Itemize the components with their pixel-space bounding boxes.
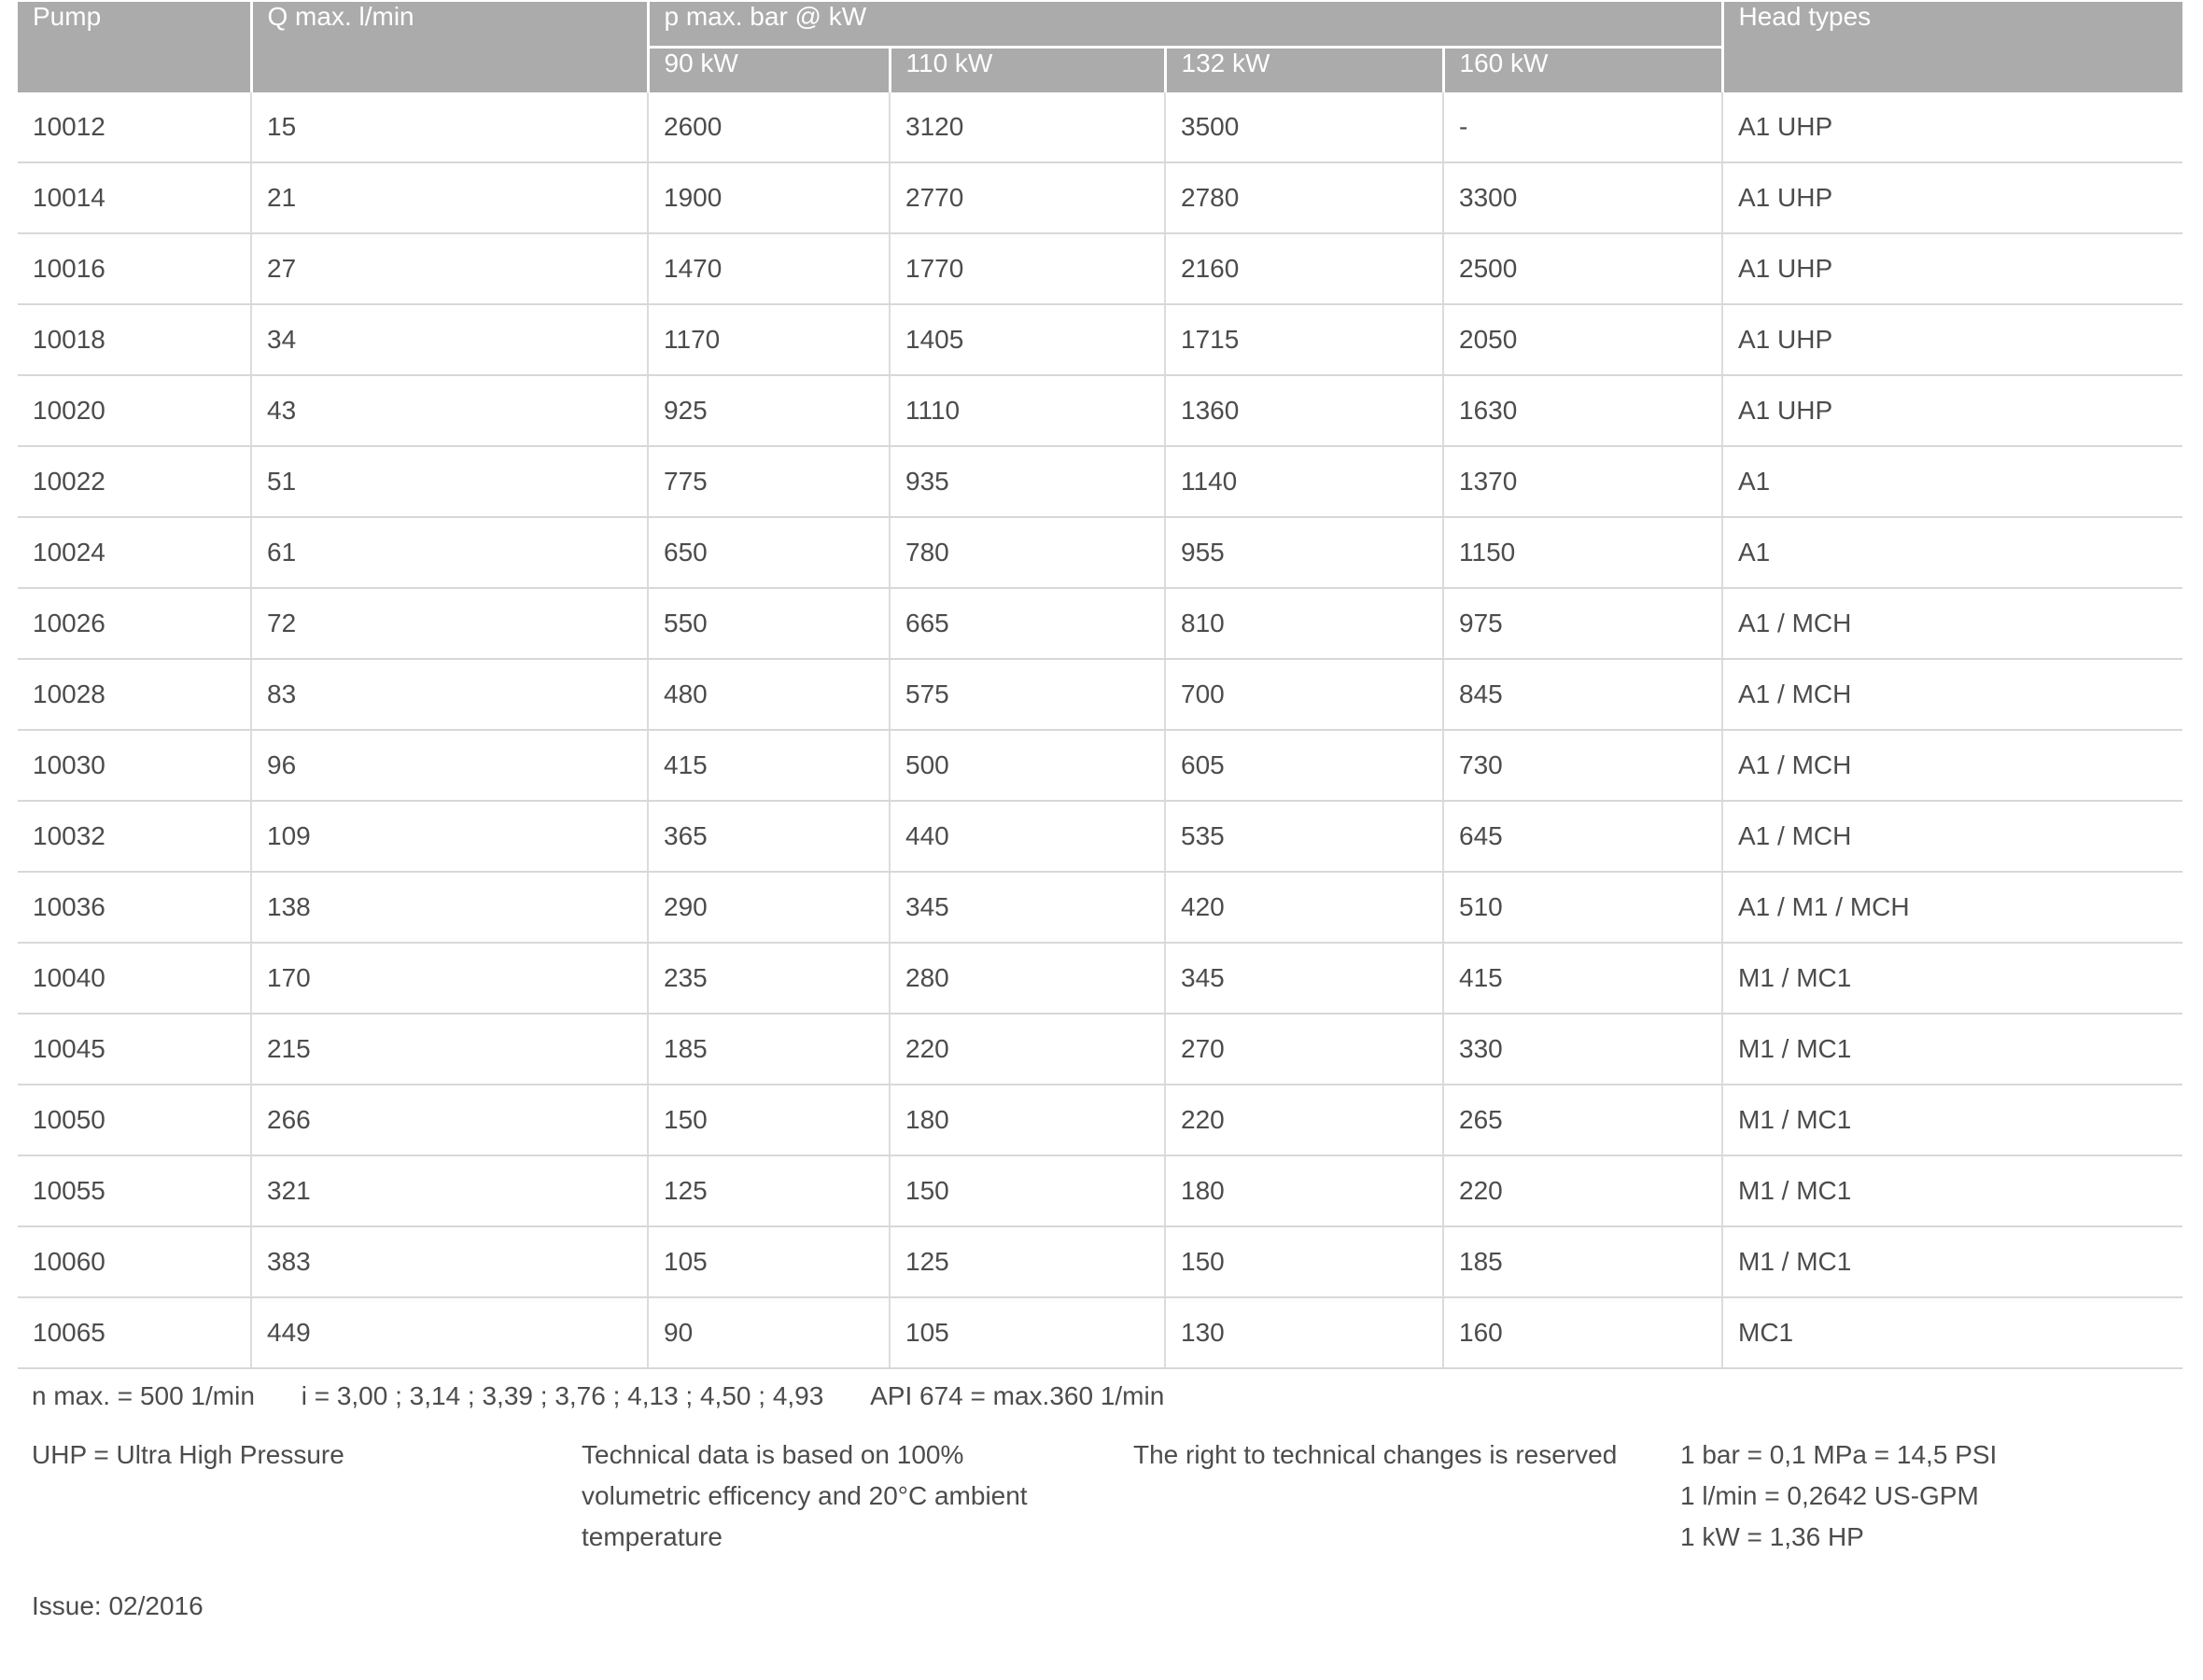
footer-uhp-note: UHP = Ultra High Pressure <box>32 1440 344 1469</box>
cell-p110: 935 <box>890 446 1165 517</box>
cell-q: 51 <box>251 446 648 517</box>
cell-p160: 265 <box>1443 1085 1722 1155</box>
pump-spec-table <box>18 2 2182 1369</box>
cell-p160: 1630 <box>1443 375 1722 446</box>
table-row <box>18 872 2182 943</box>
conversion-line: 1 bar = 0,1 MPa = 14,5 PSI <box>1680 1440 1998 1469</box>
cell-pump: 10014 <box>18 162 251 233</box>
datasheet-page <box>0 2 2203 1680</box>
cell-p90: 185 <box>648 1014 890 1085</box>
cell-p90: 125 <box>648 1155 890 1226</box>
table-row <box>18 943 2182 1014</box>
cell-q: 138 <box>251 872 648 943</box>
cell-p110: 220 <box>890 1014 1165 1085</box>
cell-pump: 10040 <box>18 943 251 1014</box>
cell-p132: 1140 <box>1165 446 1443 517</box>
cell-p110: 440 <box>890 801 1165 872</box>
cell-head: A1 / MCH <box>1722 588 2182 659</box>
cell-p160: 845 <box>1443 659 1722 730</box>
cell-pump: 10030 <box>18 730 251 801</box>
cell-p132: 2160 <box>1165 233 1443 304</box>
cell-p160: 645 <box>1443 801 1722 872</box>
cell-p110: 665 <box>890 588 1165 659</box>
table-row <box>18 1014 2182 1085</box>
cell-q: 83 <box>251 659 648 730</box>
cell-head: M1 / MC1 <box>1722 1226 2182 1297</box>
cell-p110: 150 <box>890 1155 1165 1226</box>
note-i-values: i = 3,00 ; 3,14 ; 3,39 ; 3,76 ; 4,13 ; 4,50 ; 4,93 <box>301 1381 824 1410</box>
table-row <box>18 233 2182 304</box>
cell-head: MC1 <box>1722 1297 2182 1368</box>
table-row <box>18 730 2182 801</box>
note-api: API 674 = max.360 1/min <box>870 1381 1165 1410</box>
cell-q: 72 <box>251 588 648 659</box>
cell-p132: 270 <box>1165 1014 1443 1085</box>
issue-line: Issue: 02/2016 <box>32 1591 203 1620</box>
table-row <box>18 801 2182 872</box>
cell-head: A1 UHP <box>1722 233 2182 304</box>
cell-p160: 1150 <box>1443 517 1722 588</box>
cell-p132: 955 <box>1165 517 1443 588</box>
cell-head: A1 / MCH <box>1722 801 2182 872</box>
cell-p90: 925 <box>648 375 890 446</box>
cell-p110: 500 <box>890 730 1165 801</box>
table-row <box>18 162 2182 233</box>
cell-p90: 105 <box>648 1226 890 1297</box>
table-header <box>18 2 2182 92</box>
cell-head: A1 <box>1722 446 2182 517</box>
cell-pump: 10036 <box>18 872 251 943</box>
cell-pump: 10024 <box>18 517 251 588</box>
cell-p132: 130 <box>1165 1297 1443 1368</box>
header-kw-160-kw: 160 kW <box>1443 48 1722 93</box>
table-row <box>18 588 2182 659</box>
header-q-max: Q max. l/min <box>251 2 648 92</box>
cell-q: 21 <box>251 162 648 233</box>
cell-pump: 10022 <box>18 446 251 517</box>
cell-p90: 1170 <box>648 304 890 375</box>
cell-pump: 10050 <box>18 1085 251 1155</box>
cell-p90: 290 <box>648 872 890 943</box>
cell-p160: 185 <box>1443 1226 1722 1297</box>
table-row <box>18 1085 2182 1155</box>
cell-p132: 810 <box>1165 588 1443 659</box>
cell-head: A1 UHP <box>1722 304 2182 375</box>
cell-p110: 1405 <box>890 304 1165 375</box>
cell-p132: 2780 <box>1165 162 1443 233</box>
cell-p110: 125 <box>890 1226 1165 1297</box>
cell-p132: 180 <box>1165 1155 1443 1226</box>
notes-line <box>32 1380 2203 1412</box>
cell-p90: 90 <box>648 1297 890 1368</box>
table-row <box>18 659 2182 730</box>
cell-p110: 1770 <box>890 233 1165 304</box>
cell-p160: 1370 <box>1443 446 1722 517</box>
cell-q: 215 <box>251 1014 648 1085</box>
cell-p160: 220 <box>1443 1155 1722 1226</box>
cell-p132: 1715 <box>1165 304 1443 375</box>
cell-pump: 10060 <box>18 1226 251 1297</box>
cell-p160: - <box>1443 92 1722 162</box>
cell-p110: 575 <box>890 659 1165 730</box>
table-body <box>18 92 2182 1368</box>
cell-p132: 220 <box>1165 1085 1443 1155</box>
cell-p110: 780 <box>890 517 1165 588</box>
header-kw-110-kw: 110 kW <box>890 48 1165 93</box>
cell-head: A1 / MCH <box>1722 730 2182 801</box>
cell-pump: 10020 <box>18 375 251 446</box>
cell-q: 321 <box>251 1155 648 1226</box>
table-row <box>18 92 2182 162</box>
cell-p160: 2500 <box>1443 233 1722 304</box>
cell-p132: 150 <box>1165 1226 1443 1297</box>
cell-head: M1 / MC1 <box>1722 1155 2182 1226</box>
cell-head: M1 / MC1 <box>1722 943 2182 1014</box>
cell-q: 383 <box>251 1226 648 1297</box>
cell-p90: 1900 <box>648 162 890 233</box>
cell-p90: 480 <box>648 659 890 730</box>
cell-head: A1 UHP <box>1722 375 2182 446</box>
cell-pump: 10055 <box>18 1155 251 1226</box>
cell-p160: 160 <box>1443 1297 1722 1368</box>
cell-head: M1 / MC1 <box>1722 1085 2182 1155</box>
cell-p160: 510 <box>1443 872 1722 943</box>
header-head-types: Head types <box>1722 2 2182 92</box>
header-pump: Pump <box>18 2 251 92</box>
cell-p110: 180 <box>890 1085 1165 1155</box>
cell-p160: 2050 <box>1443 304 1722 375</box>
cell-head: A1 UHP <box>1722 162 2182 233</box>
cell-p110: 280 <box>890 943 1165 1014</box>
table-row <box>18 1226 2182 1297</box>
table-row <box>18 517 2182 588</box>
table-row <box>18 1297 2182 1368</box>
note-n-max: n max. = 500 1/min <box>32 1381 255 1410</box>
cell-head: A1 / MCH <box>1722 659 2182 730</box>
cell-q: 109 <box>251 801 648 872</box>
cell-p132: 420 <box>1165 872 1443 943</box>
cell-q: 61 <box>251 517 648 588</box>
cell-p160: 730 <box>1443 730 1722 801</box>
cell-p90: 550 <box>648 588 890 659</box>
table-row <box>18 1155 2182 1226</box>
cell-p90: 775 <box>648 446 890 517</box>
conversion-line: 1 l/min = 0,2642 US-GPM <box>1680 1481 1979 1510</box>
footer-conversions <box>1680 1435 1997 1558</box>
cell-pump: 10065 <box>18 1297 251 1368</box>
footer-rights-note: The right to technical changes is reserved <box>1133 1440 1618 1469</box>
table-row <box>18 375 2182 446</box>
footer-technical-note: Technical data is based on 100% volumetric efficency and 20°C ambient temperature <box>582 1440 1028 1551</box>
cell-pump: 10028 <box>18 659 251 730</box>
cell-p132: 1360 <box>1165 375 1443 446</box>
cell-pump: 10016 <box>18 233 251 304</box>
cell-p90: 2600 <box>648 92 890 162</box>
cell-head: A1 <box>1722 517 2182 588</box>
cell-p132: 605 <box>1165 730 1443 801</box>
cell-p132: 700 <box>1165 659 1443 730</box>
cell-p110: 1110 <box>890 375 1165 446</box>
cell-p132: 535 <box>1165 801 1443 872</box>
header-kw-132-kw: 132 kW <box>1165 48 1443 93</box>
cell-p132: 3500 <box>1165 92 1443 162</box>
cell-pump: 10026 <box>18 588 251 659</box>
header-p-max-group: p max. bar @ kW <box>648 2 1722 48</box>
cell-p160: 975 <box>1443 588 1722 659</box>
header-row-main <box>18 2 2182 48</box>
cell-p90: 415 <box>648 730 890 801</box>
table-row <box>18 446 2182 517</box>
cell-p90: 235 <box>648 943 890 1014</box>
header-kw-90-kw: 90 kW <box>648 48 890 93</box>
cell-pump: 10045 <box>18 1014 251 1085</box>
cell-q: 27 <box>251 233 648 304</box>
cell-p90: 1470 <box>648 233 890 304</box>
cell-p110: 2770 <box>890 162 1165 233</box>
cell-p110: 105 <box>890 1297 1165 1368</box>
cell-q: 449 <box>251 1297 648 1368</box>
cell-p110: 345 <box>890 872 1165 943</box>
cell-q: 15 <box>251 92 648 162</box>
cell-p160: 3300 <box>1443 162 1722 233</box>
cell-p90: 650 <box>648 517 890 588</box>
cell-p90: 150 <box>648 1085 890 1155</box>
footer-notes <box>0 1435 2203 1560</box>
cell-q: 43 <box>251 375 648 446</box>
table-row <box>18 304 2182 375</box>
cell-p132: 345 <box>1165 943 1443 1014</box>
cell-head: A1 / M1 / MCH <box>1722 872 2182 943</box>
cell-p90: 365 <box>648 801 890 872</box>
cell-q: 266 <box>251 1085 648 1155</box>
cell-q: 34 <box>251 304 648 375</box>
cell-pump: 10018 <box>18 304 251 375</box>
cell-pump: 10032 <box>18 801 251 872</box>
conversion-line: 1 kW = 1,36 HP <box>1680 1522 1864 1551</box>
cell-pump: 10012 <box>18 92 251 162</box>
cell-head: A1 UHP <box>1722 92 2182 162</box>
cell-head: M1 / MC1 <box>1722 1014 2182 1085</box>
cell-q: 96 <box>251 730 648 801</box>
cell-p160: 415 <box>1443 943 1722 1014</box>
cell-p110: 3120 <box>890 92 1165 162</box>
cell-p160: 330 <box>1443 1014 1722 1085</box>
cell-q: 170 <box>251 943 648 1014</box>
